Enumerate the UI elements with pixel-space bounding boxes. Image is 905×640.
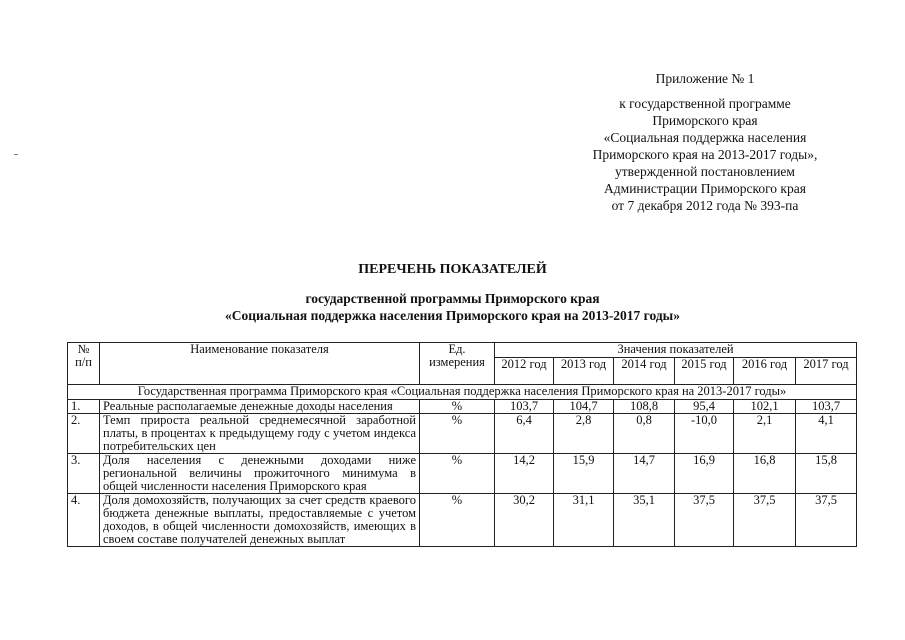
appendix-line: Администрации Приморского края xyxy=(604,181,806,196)
header-unit: Ед. измерения xyxy=(420,343,495,385)
row-value: 15,9 xyxy=(554,454,614,494)
row-name: Темп прироста реальной среднемесячной заработной платы, в процентах к предыдущему году с учетом индекса потребительских цен xyxy=(100,414,420,454)
row-num: 4. xyxy=(68,494,100,547)
row-value: 31,1 xyxy=(554,494,614,547)
row-value: 14,7 xyxy=(614,454,675,494)
header-values: Значения показателей xyxy=(495,343,857,358)
row-value: 4,1 xyxy=(796,414,857,454)
table-row xyxy=(68,454,857,494)
row-name: Реальные располагаемые денежные доходы населения xyxy=(100,400,420,414)
row-value: 102,1 xyxy=(734,400,796,414)
row-num: 2. xyxy=(68,414,100,454)
table-row xyxy=(68,400,857,414)
document-subtitle-line: государственной программы Приморского края xyxy=(305,291,600,306)
appendix-line: к государственной программе xyxy=(619,96,791,111)
appendix-line: Приморского края на 2013-2017 годы», xyxy=(592,147,818,162)
document-subtitle-line: «Социальная поддержка населения Приморского края на 2013-2017 годы» xyxy=(225,308,680,323)
program-row xyxy=(68,385,857,400)
row-unit: % xyxy=(420,414,495,454)
row-value: 37,5 xyxy=(734,494,796,547)
appendix-line: утвержденной постановлением xyxy=(615,164,795,179)
header-year: 2013 год xyxy=(554,358,614,385)
header-year: 2017 год xyxy=(796,358,857,385)
row-num: 3. xyxy=(68,454,100,494)
row-value: 37,5 xyxy=(675,494,734,547)
appendix-line: «Социальная поддержка населения xyxy=(603,130,807,145)
row-value: -10,0 xyxy=(675,414,734,454)
row-unit: % xyxy=(420,400,495,414)
table-row xyxy=(68,494,857,547)
header-name: Наименование показателя xyxy=(100,343,420,385)
appendix-lines xyxy=(540,95,870,214)
row-value: 16,9 xyxy=(675,454,734,494)
row-value: 35,1 xyxy=(614,494,675,547)
row-value: 104,7 xyxy=(554,400,614,414)
row-value: 95,4 xyxy=(675,400,734,414)
document-subtitle xyxy=(0,290,905,324)
appendix-line: Приморского края xyxy=(652,113,758,128)
row-unit: % xyxy=(420,454,495,494)
header-year: 2015 год xyxy=(675,358,734,385)
row-value: 6,4 xyxy=(495,414,554,454)
row-value: 0,8 xyxy=(614,414,675,454)
row-value: 108,8 xyxy=(614,400,675,414)
header-num: № п/п xyxy=(68,343,100,385)
row-value: 15,8 xyxy=(796,454,857,494)
row-value: 103,7 xyxy=(495,400,554,414)
row-unit: % xyxy=(420,494,495,547)
row-value: 2,1 xyxy=(734,414,796,454)
row-name: Доля населения с денежными доходами ниже региональной величины прожиточного минимума в общей численности населения Приморского края xyxy=(100,454,420,494)
program-row-label: Государственная программа Приморского края «Социальная поддержка населения Приморского края на 2013-2017 годы» xyxy=(68,385,857,400)
row-value: 14,2 xyxy=(495,454,554,494)
table-row xyxy=(68,414,857,454)
header-row xyxy=(68,343,857,358)
row-value: 16,8 xyxy=(734,454,796,494)
header-year: 2012 год xyxy=(495,358,554,385)
document-title: ПЕРЕЧЕНЬ ПОКАЗАТЕЛЕЙ xyxy=(358,262,547,277)
appendix-title: Приложение № 1 xyxy=(655,71,755,86)
row-name: Доля домохозяйств, получающих за счет средств краевого бюджета денежные выплаты, предоставляемые с учетом доходов, в общей численности домохозяйств, имеющих в своем составе получателей денежных выплат xyxy=(100,494,420,547)
row-value: 103,7 xyxy=(796,400,857,414)
appendix-line: от 7 декабря 2012 года № 393-па xyxy=(611,198,799,213)
scan-mark xyxy=(14,154,18,155)
row-value: 30,2 xyxy=(495,494,554,547)
row-num: 1. xyxy=(68,400,100,414)
row-value: 2,8 xyxy=(554,414,614,454)
header-year: 2014 год xyxy=(614,358,675,385)
row-value: 37,5 xyxy=(796,494,857,547)
indicators-table xyxy=(67,342,857,547)
header-year: 2016 год xyxy=(734,358,796,385)
